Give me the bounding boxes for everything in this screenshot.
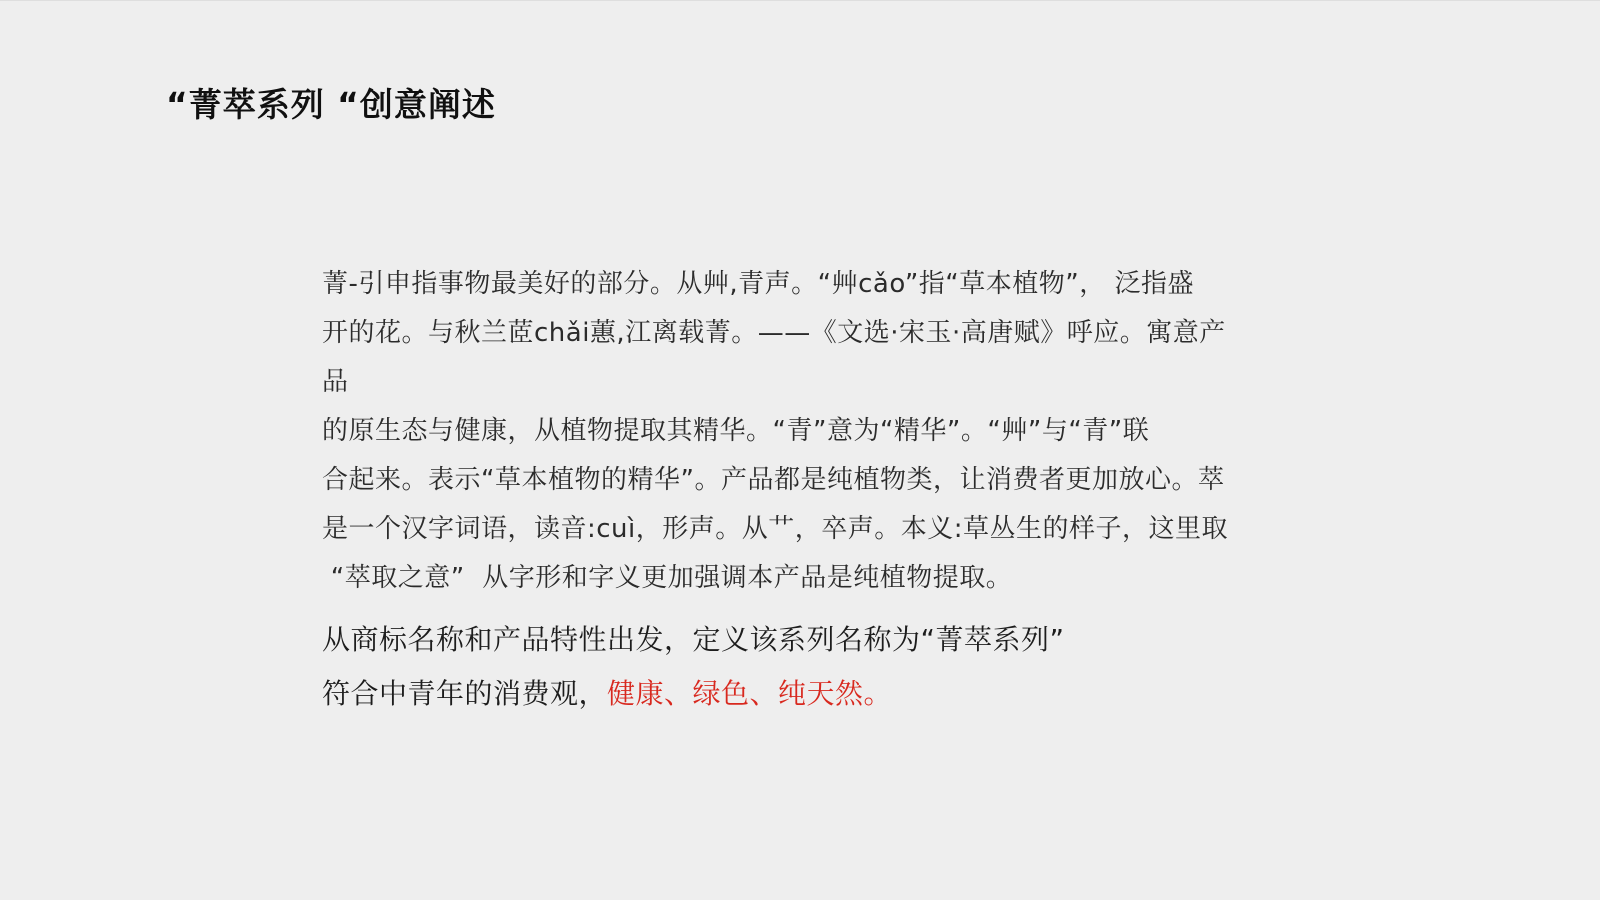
paragraph-line-5: 是一个汉字词语，读音:cuì，形声。从艹，卒声。本义:草丛生的样子，这里取	[322, 514, 1229, 544]
conclusion-line-1: 从商标名称和产品特性出发，定义该系列名称为“菁萃系列”	[322, 623, 1065, 656]
conclusion-line-2-text: 符合中青年的消费观，	[322, 677, 608, 710]
conclusion-block	[322, 613, 1252, 721]
slide-title: “菁萃系列 “创意阐述	[166, 85, 496, 124]
conclusion-line-2	[322, 667, 1252, 721]
conclusion-line-2-highlight: 健康、绿色、纯天然。	[607, 677, 893, 710]
paragraph-line-6: “萃取之意” 从字形和字义更加强调本产品是纯植物提取。	[322, 563, 1013, 593]
paragraph-line-4: 合起来。表示“草本植物的精华”。产品都是纯植物类，让消费者更加放心。萃	[322, 465, 1225, 495]
paragraph-line-1: 菁-引申指事物最美好的部分。从艸,青声。“艸cǎo”指“草本植物”， 泛指盛	[322, 269, 1194, 299]
paragraph-line-3: 的原生态与健康，从植物提取其精华。“青”意为“精华”。“艸”与“青”联	[322, 416, 1150, 446]
paragraph-line-2: 开的花。与秋兰茝chǎi蕙,江离载菁。——《文选·宋玉·高唐赋》呼应。寓意产品	[322, 318, 1226, 397]
definition-paragraph	[322, 260, 1252, 603]
